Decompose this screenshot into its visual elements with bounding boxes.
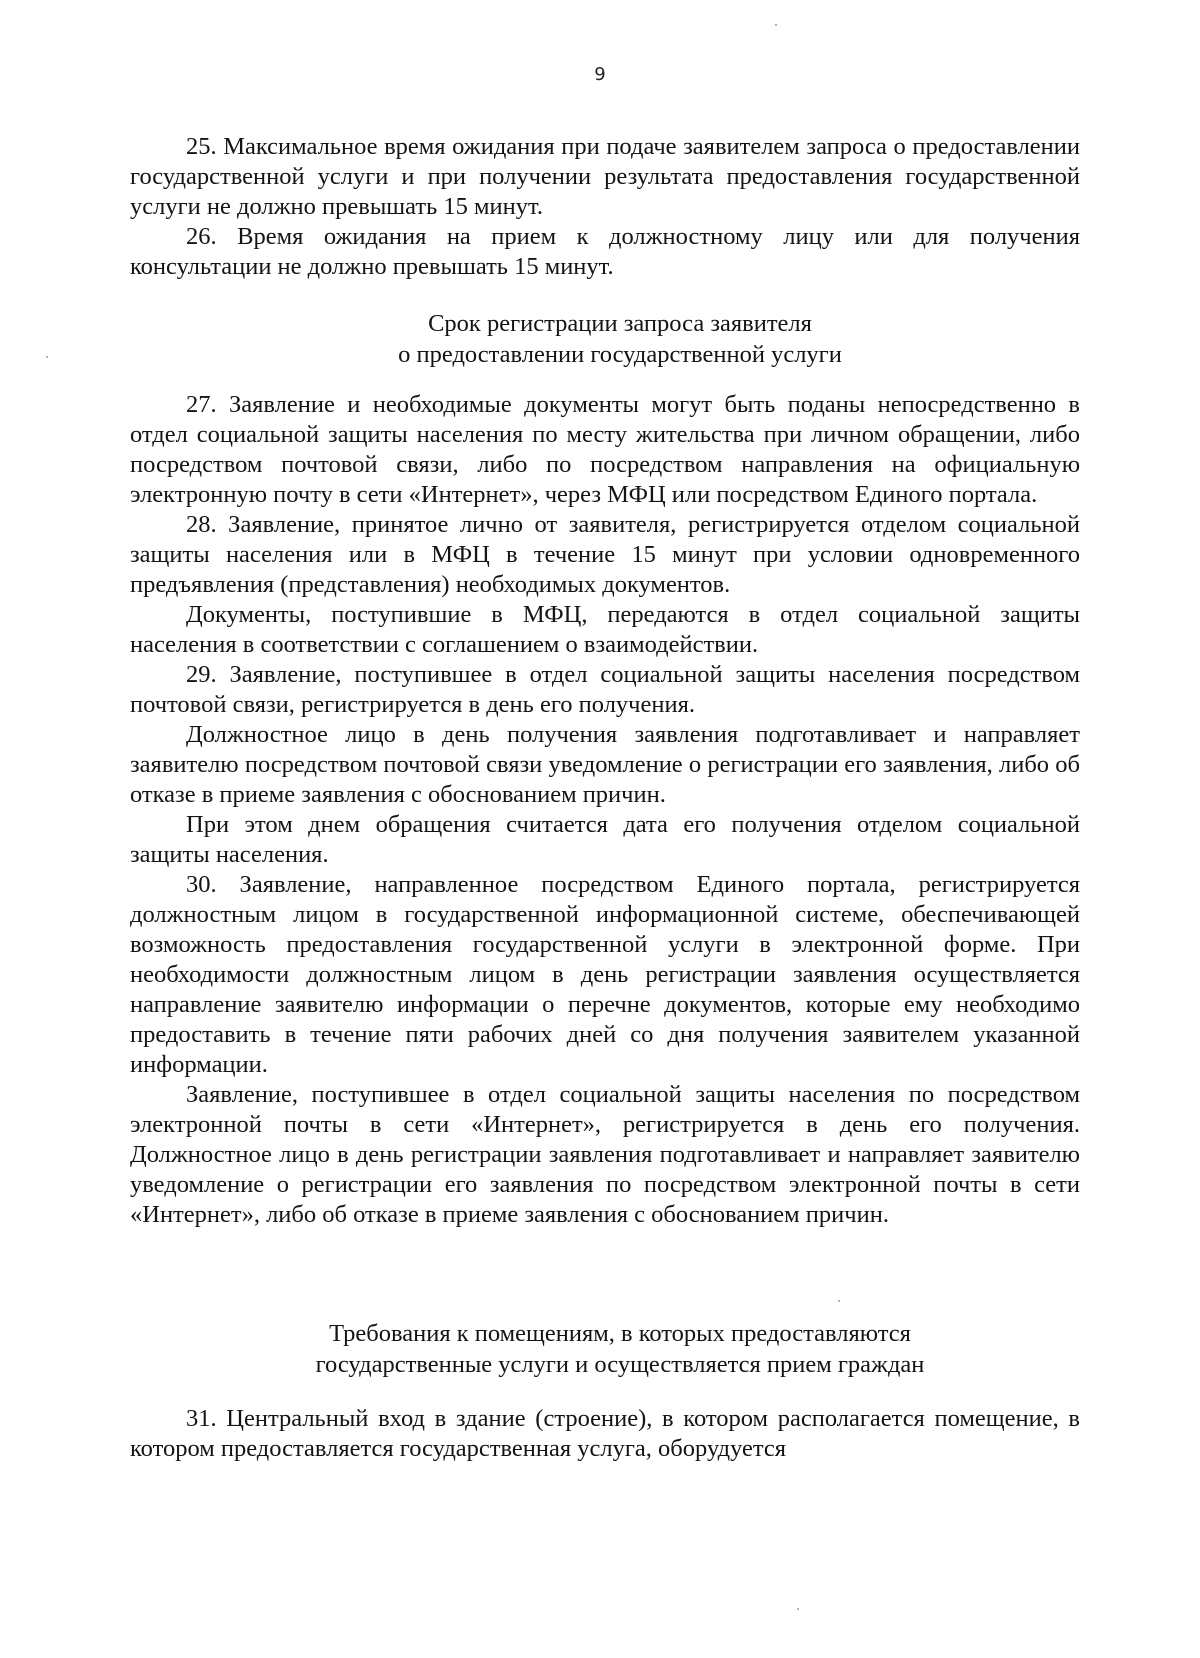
heading-line: Срок регистрации запроса заявителя (428, 310, 812, 337)
paragraph-31: 31. Центральный вход в здание (строение), в котором располагается помещение, в котором предоставляется государственная услуга, оборудуется (130, 1405, 1080, 1462)
section-heading-premises (130, 1318, 1110, 1380)
paragraph-30: 30. Заявление, направленное посредством Единого портала, регистрируется должностным лицом в государственной информационной системе, обеспечивающей возможность предоставления государственной услуги в электронной форме. При необходимости должностным лицом в день регистрации заявления осуществляется направление заявителю информации о перечне документов, которые ему необходимо предоставить в течение пяти рабочих дней со дня получения заявителем указанной информации. (130, 871, 1080, 1078)
section-premises (130, 1404, 1080, 1464)
section-waiting-time (130, 132, 1080, 282)
scan-artifact (775, 24, 777, 26)
heading-line: государственные услуги и осуществляется прием граждан (315, 1351, 925, 1378)
paragraph-27: 27. Заявление и необходимые документы могут быть поданы непосредственно в отдел социальной защиты населения по месту жительства при личном обращении, либо посредством почтовой связи, либо по посредством направления на официальную электронную почту в сети «Интернет», через МФЦ или посредством Единого портала. (130, 391, 1080, 508)
paragraph-email-application: Заявление, поступившее в отдел социальной защиты населения по посредством электронной почты в сети «Интернет», регистрируется в день его получения. Должностное лицо в день регистрации заявления подготавливает и направляет заявителю уведомление о регистрации его заявления по посредством электронной почты в сети «Интернет», либо об отказе в приеме заявления с обоснованием причин. (130, 1081, 1080, 1228)
section-heading-registration (130, 308, 1110, 370)
paragraph-28: 28. Заявление, принятое лично от заявителя, регистрируется отделом социальной защиты населения или в МФЦ в течение 15 минут при условии одновременного предъявления (представления) необходимых документов. (130, 511, 1080, 598)
paragraph-25: 25. Максимальное время ожидания при подаче заявителем запроса о предоставлении государственной услуги и при получении результата предоставления государственной услуги не должно превышать 15 минут. (130, 133, 1080, 220)
page-number: 9 (594, 64, 606, 85)
paragraph-26: 26. Время ожидания на прием к должностному лицу или для получения консультации не должно превышать 15 минут. (130, 223, 1080, 280)
heading-line: Требования к помещениям, в которых предоставляются (329, 1320, 911, 1347)
heading-line: о предоставлении государственной услуги (398, 341, 842, 368)
paragraph-postal-notification: Должностное лицо в день получения заявления подготавливает и направляет заявителю посредством почтовой связи уведомление о регистрации его заявления, либо об отказе в приеме заявления с обоснованием причин. (130, 721, 1080, 808)
scan-artifact (797, 1608, 799, 1610)
paragraph-29: 29. Заявление, поступившее в отдел социальной защиты населения посредством почтовой связи, регистрируется в день его получения. (130, 661, 1080, 718)
scan-artifact (46, 356, 48, 358)
paragraph-mfc-documents: Документы, поступившие в МФЦ, передаются в отдел социальной защиты населения в соответствии с соглашением о взаимодействии. (130, 601, 1080, 658)
paragraph-application-date: При этом днем обращения считается дата его получения отделом социальной защиты населения. (130, 811, 1080, 868)
section-registration (130, 390, 1080, 1230)
scan-artifact (838, 1300, 840, 1302)
